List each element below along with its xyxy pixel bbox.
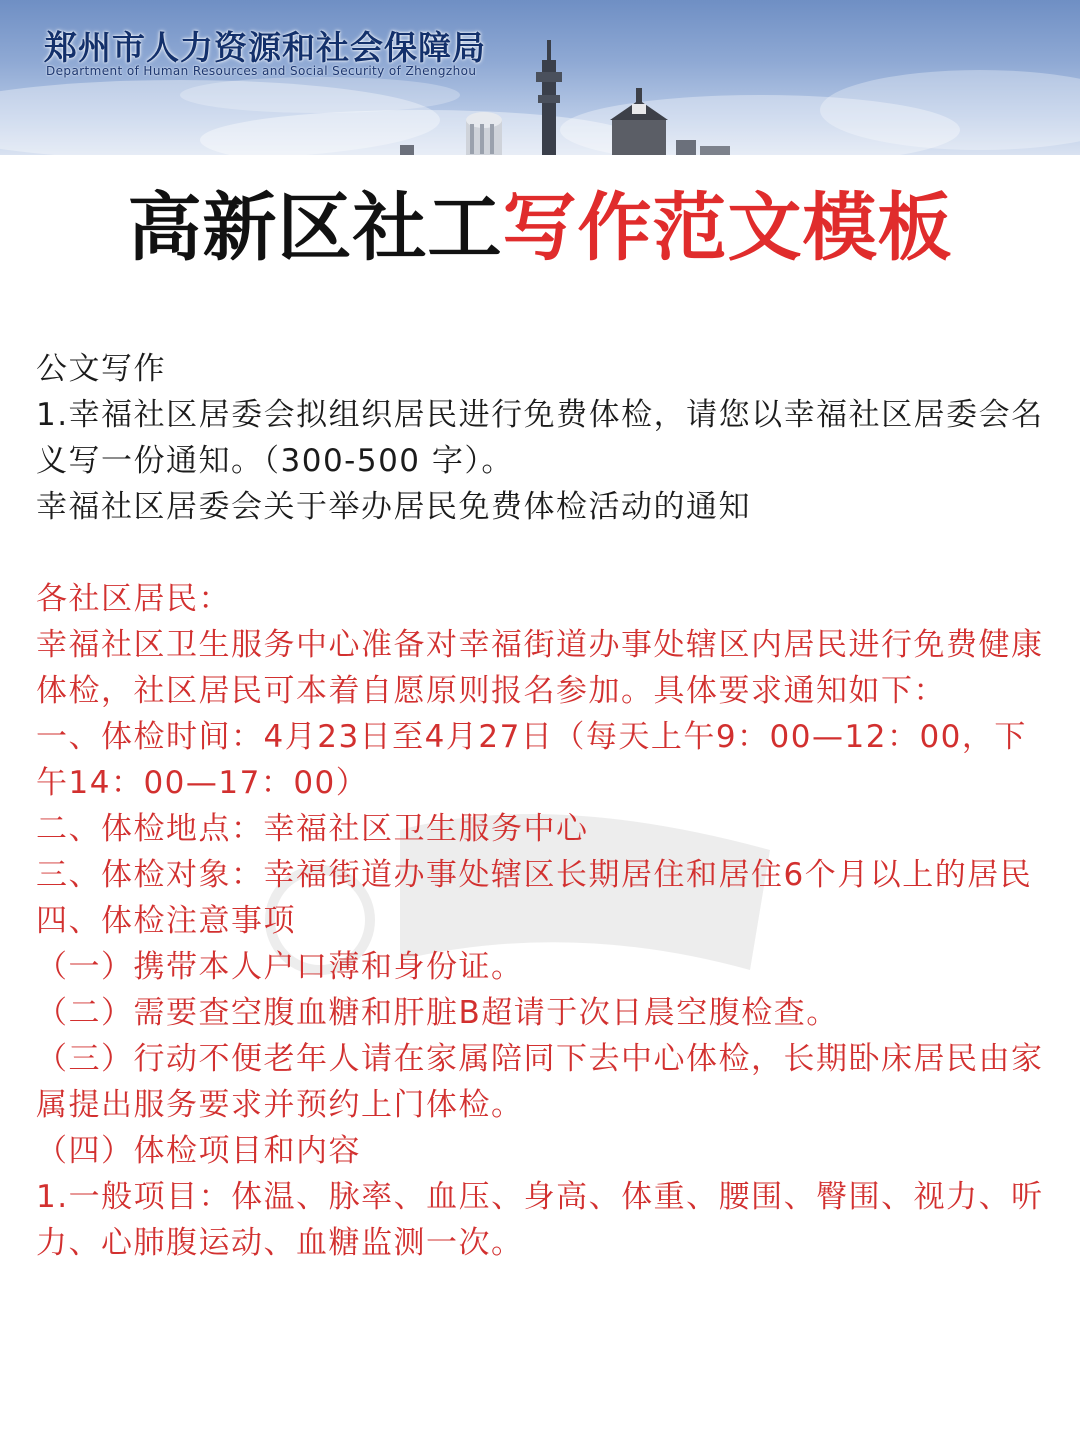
title-red-part: 写作范文模板: [502, 185, 953, 271]
precaution-4: （四）体检项目和内容: [36, 1133, 361, 1169]
salutation: 各社区居民：: [36, 581, 231, 617]
organization-title: 郑州市人力资源和社会保障局: [44, 28, 486, 67]
document-body: [36, 346, 1048, 1266]
organization-subtitle: Department of Human Resources and Social Security of Zhengzhou: [46, 64, 477, 78]
precaution-1: （一）携带本人户口薄和身份证。: [36, 949, 524, 985]
notice-item-precautions: 四、体检注意事项: [36, 903, 296, 939]
precaution-2: （二）需要查空腹血糖和肝脏B超请于次日晨空腹检查。: [36, 995, 839, 1031]
question-text: 1.幸福社区居委会拟组织居民进行免费体检，请您以幸福社区居委会名义写一份通知。（300-500 字）。: [36, 397, 1044, 479]
page-title: [0, 178, 1080, 278]
precaution-3: （三）行动不便老年人请在家属陪同下去中心体检，长期卧床居民由家属提出服务要求并预约上门体检。: [36, 1041, 1044, 1123]
exam-items-general: 1.一般项目：体温、脉率、血压、身高、体重、腰围、臀围、视力、听力、心肺腹运动、血糖监测一次。: [36, 1179, 1044, 1261]
title-black-part: 高新区社工: [127, 185, 503, 271]
notice-title: 幸福社区居委会关于举办居民免费体检活动的通知: [36, 489, 751, 525]
spacer: [36, 530, 1048, 576]
section-label: 公文写作: [36, 351, 166, 387]
header-banner: [0, 0, 1080, 155]
notice-item-time: 一、体检时间：4月23日至4月27日（每天上午9：00—12：00，下午14：00—17：00）: [36, 719, 1027, 801]
notice-item-location: 二、体检地点：幸福社区卫生服务中心: [36, 811, 589, 847]
notice-paragraph: 幸福社区卫生服务中心准备对幸福街道办事处辖区内居民进行免费健康体检，社区居民可本着自愿原则报名参加。具体要求通知如下：: [36, 627, 1044, 709]
notice-item-target: 三、体检对象：幸福街道办事处辖区长期居住和居住6个月以上的居民: [36, 857, 1033, 893]
